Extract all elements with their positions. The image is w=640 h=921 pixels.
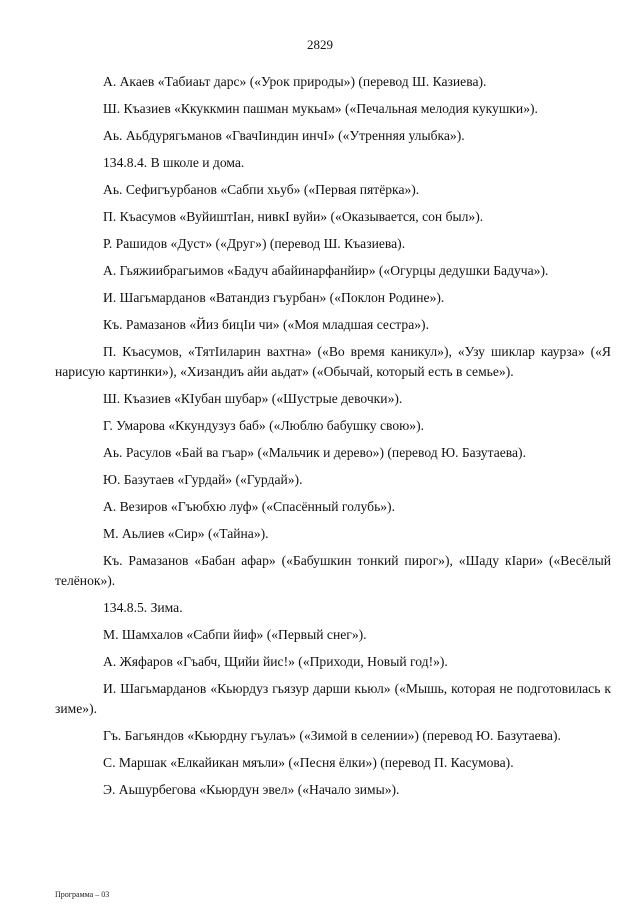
paragraph: Э. Аьшурбегова «Кьюрдун эвел» («Начало зимы»).	[103, 782, 400, 797]
paragraph: С. Маршак «Елкайикан мяъли» («Песня ёлки») (перевод П. Касумова).	[103, 755, 514, 770]
paragraph: Гъ. Багьяндов «Кьюрдну гъулаъ» («Зимой в селении») (перевод Ю. Базутаева).	[103, 728, 561, 743]
paragraph: А. Жяфаров «Гъабч, Щийи йис!» («Приходи, Новый год!»).	[103, 654, 448, 669]
paragraph: Ш. Къазиев «Ккуккмин пашман мукьам» («Печальная мелодия кукушки»).	[103, 101, 538, 116]
paragraph: Аь. Сефигъурбанов «Сабпи хьуб» («Первая пятёрка»).	[103, 182, 420, 197]
paragraph: И. Шагьмарданов «Кьюрдуз гьязур дарши кьюл» («Мышь, которая не подготовилась к зиме»).	[55, 681, 611, 716]
footer-label: Программа – 03	[55, 890, 110, 899]
paragraph: М. Аьлиев «Сир» («Тайна»).	[103, 526, 269, 541]
paragraph: Къ. Рамазанов «Бабан афар» («Бабушкин тонкий пирог»), «Шаду кIари» («Весёлый телёнок»).	[55, 553, 611, 588]
section-heading: 134.8.4. В школе и дома.	[103, 155, 245, 170]
page-number: 2829	[307, 37, 333, 52]
page-content	[55, 72, 611, 800]
paragraph: М. Шамхалов «Сабпи йиф» («Первый снег»).	[103, 627, 367, 642]
paragraph: Р. Рашидов «Дуст» («Друг») (перевод Ш. Къазиева).	[103, 236, 406, 251]
paragraph: А. Гьяжиибрагьимов «Бадуч абайинарфанйир» («Огурцы дедушки Бадуча»).	[103, 263, 549, 278]
paragraph: Аь. Аьбдурягьманов «ГвачIиндин инчI» («Утренняя улыбка»).	[103, 128, 465, 143]
paragraph: И. Шагьмарданов «Ватандиз гъурбан» («Поклон Родине»).	[103, 290, 445, 305]
paragraph: Ю. Базутаев «Гурдай» («Гурдай»).	[103, 472, 303, 487]
paragraph: П. Къасумов, «ТятIиларин вахтна» («Во время каникул»), «Узу шиклар каурза» («Я нарисую картинки»), «Хизандиъ айи аьдат» («Обычай, который есть в семье»).	[55, 344, 611, 379]
paragraph: Ш. Къазиев «КIубан шубар» («Шустрые девочки»).	[103, 391, 403, 406]
section-heading: 134.8.5. Зима.	[103, 600, 183, 615]
paragraph: Къ. Рамазанов «Йиз бицIи чи» («Моя младшая сестра»).	[103, 317, 429, 332]
paragraph: Аь. Расулов «Бай ва гъар» («Мальчик и дерево») (перевод Ю. Базутаева).	[103, 445, 526, 460]
paragraph: А. Акаев «Табиаьт дарс» («Урок природы») (перевод Ш. Казиева).	[103, 74, 487, 89]
paragraph: Г. Умарова «Ккундузуз баб» («Люблю бабушку свою»).	[103, 418, 424, 433]
paragraph: П. Къасумов «ВуйиштIан, нивкI вуйи» («Оказывается, сон был»).	[103, 209, 484, 224]
paragraph: А. Везиров «Гъюбхю луф» («Спасённый голубь»).	[103, 499, 395, 514]
